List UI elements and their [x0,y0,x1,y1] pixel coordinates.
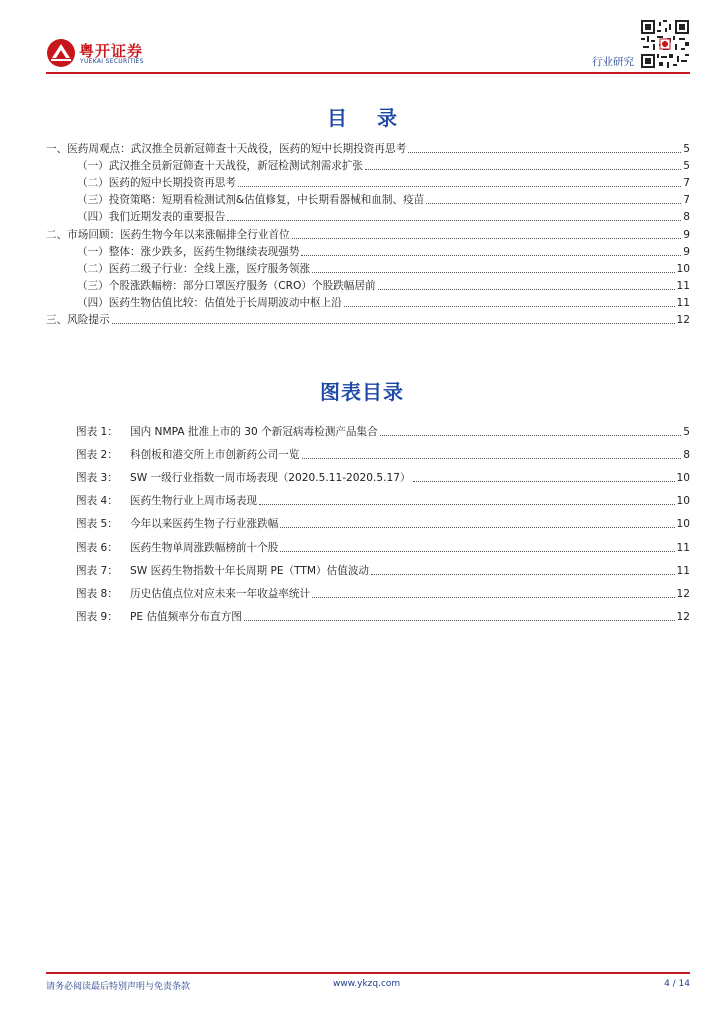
toc-entry-label: （三）投资策略：短期看检测试剂&估值修复，中长期看器械和血制、疫苗 [77,194,425,207]
toc-leader-dots [112,323,675,324]
toc-entry-page: 5 [683,143,690,156]
figure-entry-page: 10 [676,518,690,531]
figure-entry[interactable] [76,531,690,554]
footer-website-link[interactable]: www.ykzq.com [333,979,401,989]
figure-entry[interactable] [76,439,690,462]
figure-entry-label: 医药生物行业上周市场表现 [130,495,258,508]
figure-entry-number: 图表 6： [76,541,118,554]
toc-leader-dots [408,152,681,153]
figure-entry[interactable] [76,555,690,578]
toc-entry-page: 5 [683,160,690,173]
figure-leader-dots [302,458,682,459]
figure-entry-number: 图表 2： [76,449,118,462]
toc-entry[interactable] [46,259,690,276]
figure-leader-dots [371,574,675,575]
footer-divider [46,972,690,974]
figure-entry[interactable] [76,416,690,439]
figure-entry-page: 5 [683,426,690,439]
page-number: 4 / 14 [664,979,690,989]
toc-entry-label: （四）我们近期发表的重要报告 [77,211,226,224]
toc-leader-dots [238,186,681,187]
toc-entry[interactable] [46,190,690,207]
toc-leader-dots [426,203,681,204]
header-divider [46,72,690,74]
figure-leader-dots [380,435,682,436]
figure-entry-label: 医药生物单周涨跌幅榜前十个股 [130,541,279,554]
figure-list [76,416,690,624]
company-name-en: YUEKAI SECURITIES [80,58,144,65]
toc-entry-page: 12 [676,314,690,327]
figure-entry-page: 10 [676,495,690,508]
toc-entry[interactable] [46,173,690,190]
figure-leader-dots [280,551,674,552]
figure-entry-label: 国内 NMPA 批准上市的 30 个新冠病毒检测产品集合 [130,426,378,439]
toc-entry-page: 9 [683,245,690,258]
figure-entry-label: SW 一级行业指数一周市场表现（2020.5.11-2020.5.17） [130,472,411,485]
toc-leader-dots [378,289,675,290]
toc-entry[interactable] [46,224,690,241]
toc-entry-page: 7 [683,194,690,207]
figure-entry-page: 10 [676,472,690,485]
company-name-cn: 粤开证券 [79,42,144,60]
toc-leader-dots [344,306,675,307]
figure-entry-page: 12 [676,587,690,600]
toc-entry[interactable] [46,156,690,173]
figure-leader-dots [259,504,674,505]
toc-title: 目录 [327,106,427,130]
figure-entry[interactable] [76,462,690,485]
figure-entry[interactable] [76,508,690,531]
report-type-label: 行业研究 [592,56,634,68]
toc-entry-label: （二）医药的短中长期投资再思考 [77,177,236,190]
figure-leader-dots [312,597,674,598]
figure-entry-label: 今年以来医药生物子行业涨跌幅 [130,518,279,531]
toc-entry[interactable] [46,242,690,259]
figure-leader-dots [244,620,675,621]
toc-entry-page: 8 [683,211,690,224]
toc-entry-label: 一、医药周观点：武汉推全员新冠筛查十天战役，医药的短中长期投资再思考 [46,143,407,156]
toc-entry-page: 9 [683,228,690,241]
figure-entry[interactable] [76,578,690,601]
toc-leader-dots [227,220,681,221]
toc-leader-dots [292,238,682,239]
toc-leader-dots [312,272,674,273]
toc-entry-page: 7 [683,177,690,190]
figure-entry-page: 11 [676,564,690,577]
toc-entry[interactable] [46,139,690,156]
toc-entry[interactable] [46,207,690,224]
figure-entry-number: 图表 1： [76,426,118,439]
toc-entry-label: （一）武汉推全员新冠筛查十天战役，新冠检测试剂需求扩张 [77,160,364,173]
figure-leader-dots [413,481,675,482]
figure-entry-page: 12 [676,610,690,623]
figure-leader-dots [280,527,674,528]
figure-entry-number: 图表 4： [76,495,118,508]
footer-disclaimer-link[interactable]: 请务必阅读最后特别声明与免责条款 [46,982,191,992]
toc-entry-label: （四）医药生物估值比较：估值处于长周期波动中枢上沿 [77,296,342,309]
toc-entry-page: 11 [676,279,690,292]
figure-entry-page: 8 [683,449,690,462]
figure-entry-number: 图表 9： [76,610,118,623]
figure-entry-label: PE 估值频率分布直方图 [130,610,242,623]
figure-entry-number: 图表 3： [76,472,118,485]
figure-entry-number: 图表 7： [76,564,118,577]
toc-entry[interactable] [46,293,690,310]
toc-list [46,139,690,327]
figure-entry-label: SW 医药生物指数十年长周期 PE（TTM）估值波动 [130,564,370,577]
figure-entry-number: 图表 8： [76,587,118,600]
toc-entry-label: 三、风险提示 [46,314,110,327]
figure-entry[interactable] [76,485,690,508]
toc-entry-page: 11 [676,296,690,309]
toc-leader-dots [301,255,681,256]
figure-entry-page: 11 [676,541,690,554]
figure-list-title: 图表目录 [320,380,404,404]
toc-entry[interactable] [46,276,690,293]
qr-code-icon [641,20,689,68]
toc-entry-label: （三）个股涨跌幅榜：部分口罩医疗服务（CRO）个股跌幅居前 [77,279,376,292]
toc-entry-label: （二）医药二级子行业：全线上涨，医疗服务领涨 [77,262,311,275]
figure-entry-label: 科创板和港交所上市创新药公司一览 [130,449,300,462]
logo-mark-icon [46,38,76,68]
figure-entry[interactable] [76,601,690,624]
toc-leader-dots [365,169,681,170]
toc-entry-page: 10 [676,262,690,275]
figure-entry-label: 历史估值点位对应未来一年收益率统计 [130,587,311,600]
toc-entry-label: 二、市场回顾：医药生物今年以来涨幅排全行业首位 [46,228,290,241]
company-logo [46,38,156,68]
toc-entry-label: （一）整体：涨少跌多，医药生物继续表现强势 [77,245,300,258]
figure-entry-number: 图表 5： [76,518,118,531]
toc-entry[interactable] [46,310,690,327]
